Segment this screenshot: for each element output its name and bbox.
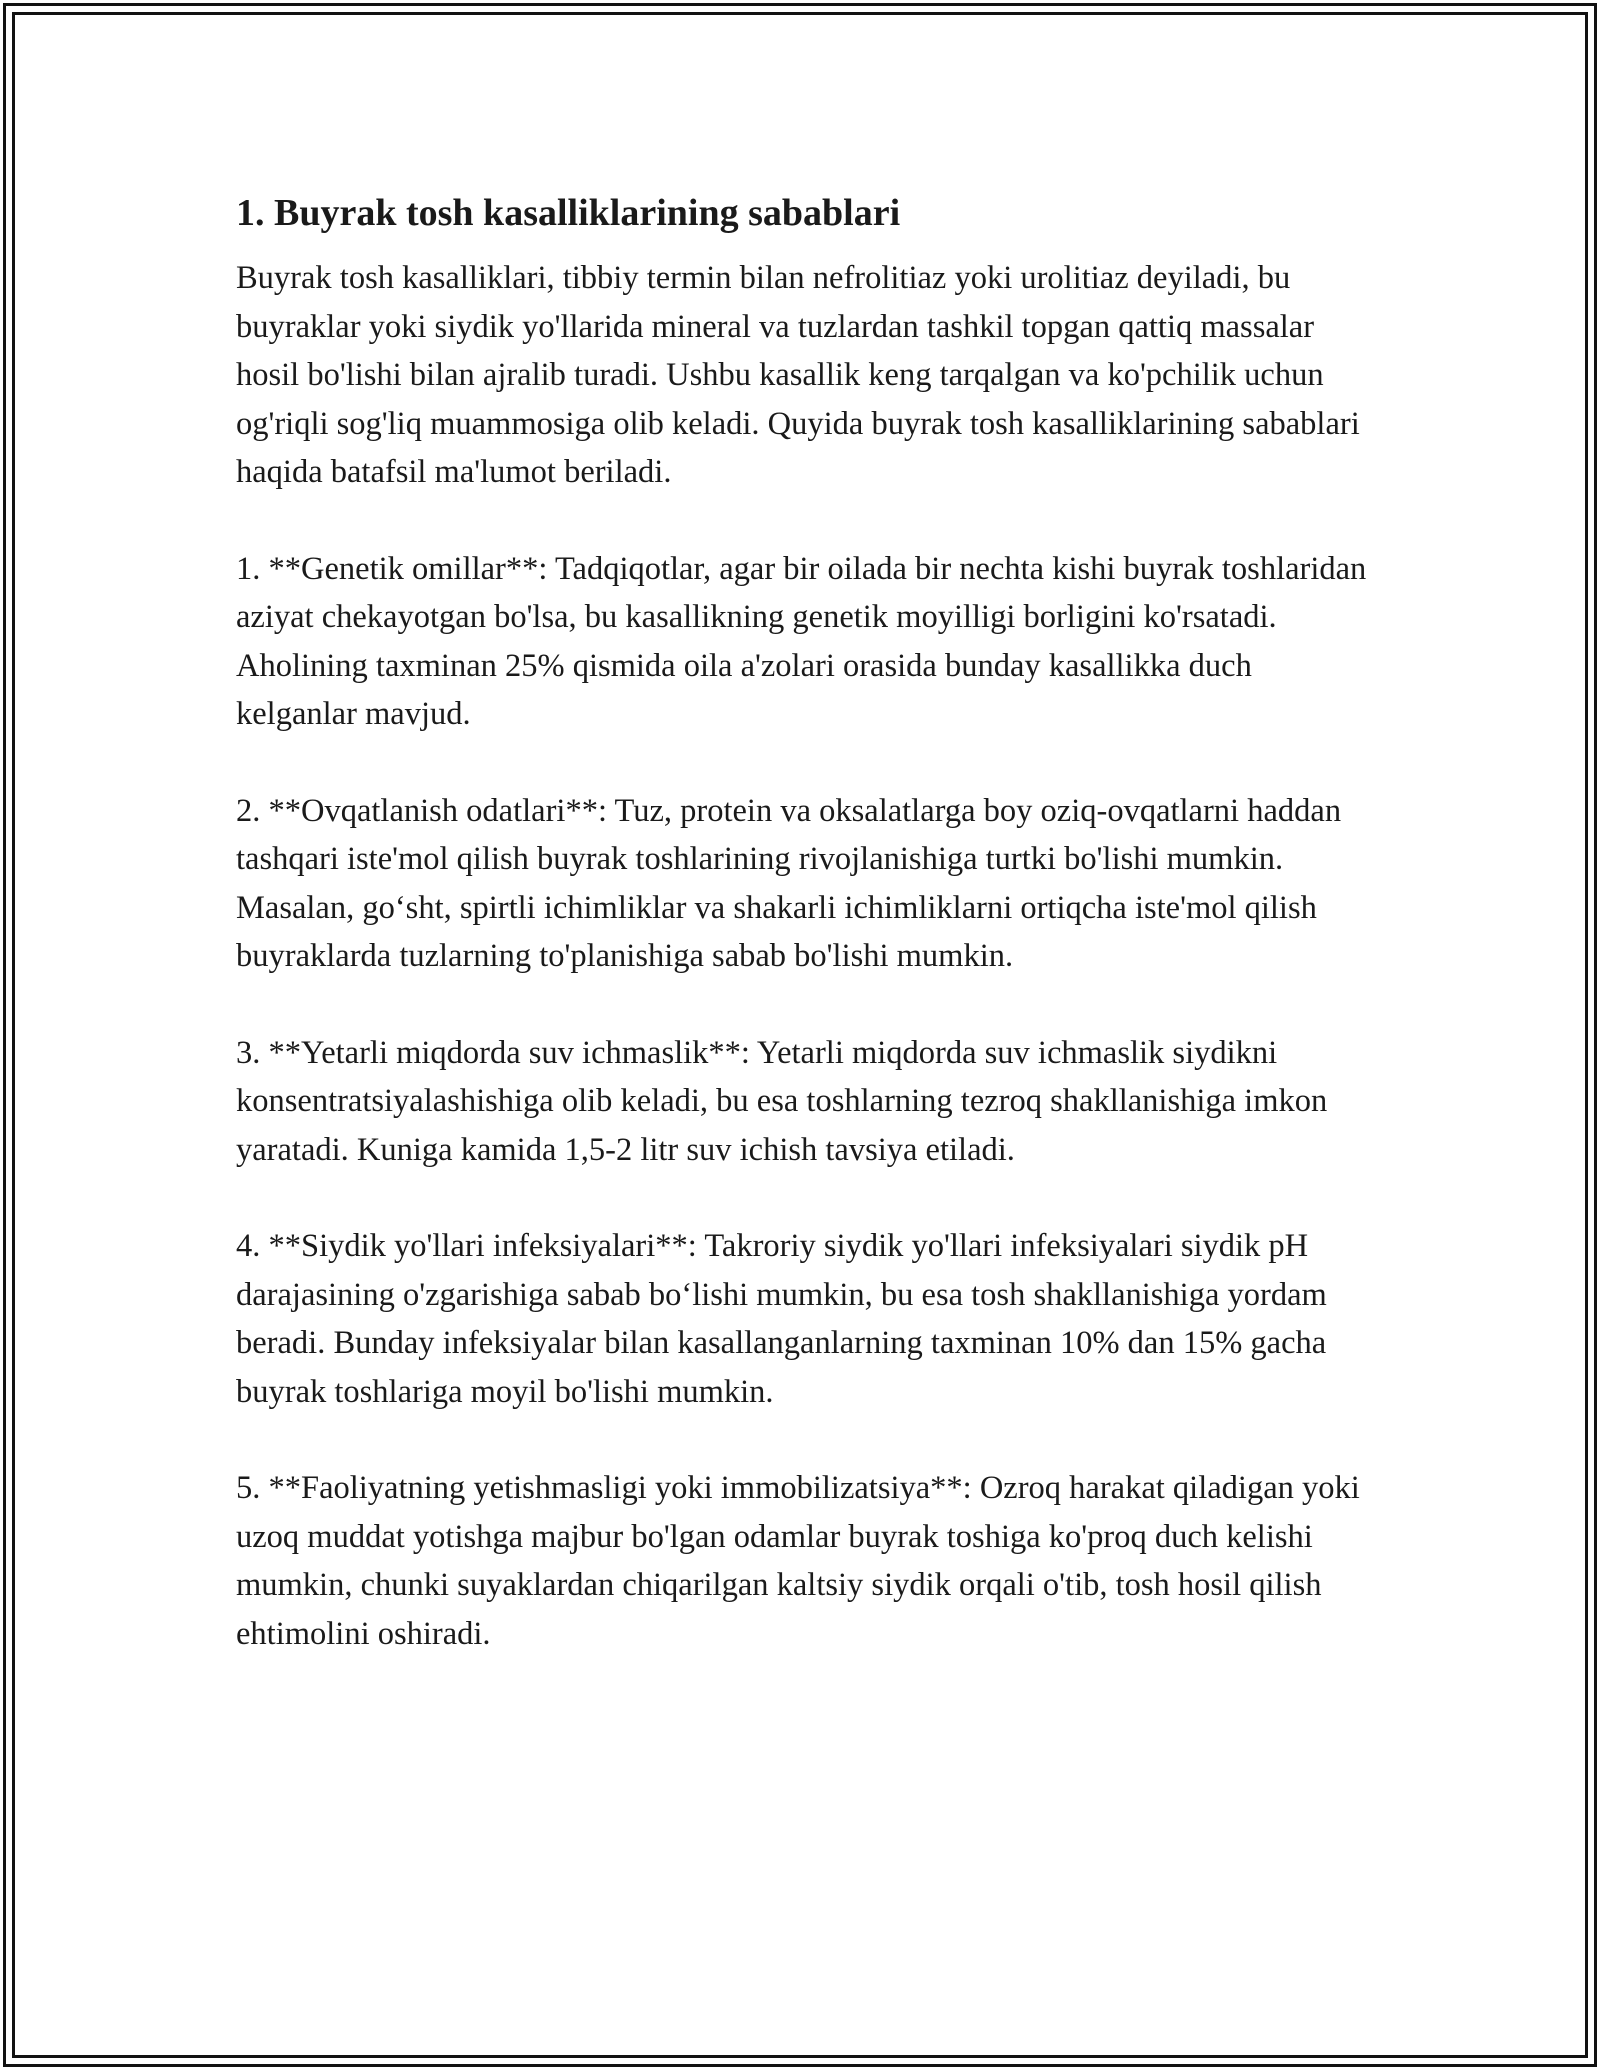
cause-hydration-paragraph: 3. **Yetarli miqdorda suv ichmaslik**: Yetarli miqdorda suv ichmaslik siydikni konsentratsiyalashishiga olib keladi, bu esa toshlarning tezroq shakllanishiga imkon yaratadi. Kuniga kamida 1,5-2 litr suv ichish tavsiya etiladi. <box>236 1034 1328 1168</box>
cause-genetic-paragraph: 1. **Genetik omillar**: Tadqiqotlar, agar bir oilada bir nechta kishi buyrak toshlaridan aziyat chekayotgan bo'lsa, bu kasallikning genetik moyilligi borligini ko'rsatadi. Aholining taxminan 25% qismida oila a'zolari orasida bunday kasallikka duch kelganlar mavjud. <box>236 550 1367 732</box>
cause-diet-paragraph: 2. **Ovqatlanish odatlari**: Tuz, protein va oksalatlarga boy oziq-ovqatlarni haddan tashqari iste'mol qilish buyrak toshlarining rivojlanishiga turtki bo'lishi mumkin. Masalan, go‘sht, spirtli ichimliklar va shakarli ichimliklarni ortiqcha iste'mol qilish buyraklarda tuzlarning to'planishiga sabab bo'lishi mumkin. <box>236 792 1342 974</box>
cause-infection-paragraph: 4. **Siydik yo'llari infeksiyalari**: Takroriy siydik yo'llari infeksiyalari siydik pH darajasining o'zgarishiga sabab bo‘lishi mumkin, bu esa tosh shakllanishiga yordam beradi. Bunday infeksiyalar bilan kasallanganlarning taxminan 10% dan 15% gacha buyrak toshlariga moyil bo'lishi mumkin. <box>236 1228 1327 1410</box>
document-body <box>236 186 1376 1706</box>
intro-paragraph: Buyrak tosh kasalliklari, tibbiy termin bilan nefrolitiaz yoki urolitiaz deyiladi, bu buyraklar yoki siydik yo'llarida mineral va tuzlardan tashkil topgan qattiq massalar hosil bo'lishi bilan ajralib turadi. Ushbu kasallik keng tarqalgan va ko'pchilik uchun og'riqli sog'liq muammosiga olib keladi. Quyida buyrak tosh kasalliklarining sabablari haqida batafsil ma'lumot beriladi. <box>236 260 1360 490</box>
cause-immobilization-paragraph: 5. **Faoliyatning yetishmasligi yoki immobilizatsiya**: Ozroq harakat qiladigan yoki uzoq muddat yotishga majbur bo'lgan odamlar buyrak toshiga ko'proq duch kelishi mumkin, chunki suyaklardan chiqarilgan kaltsiy siydik orqali o'tib, tosh hosil qilish ehtimolini oshiradi. <box>236 1470 1360 1652</box>
document-title: 1. Buyrak tosh kasalliklarining sabablari <box>236 192 901 234</box>
